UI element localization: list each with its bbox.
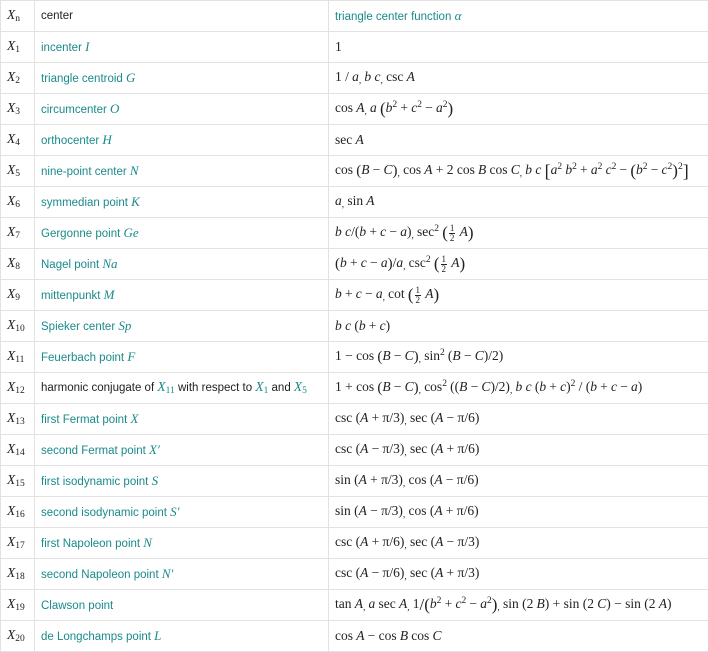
table-row — [1, 280, 708, 311]
table-row — [1, 466, 708, 497]
header-center: center — [35, 1, 329, 32]
row-center-name[interactable] — [35, 621, 329, 652]
row-center-name[interactable] — [35, 466, 329, 497]
center-label: second isodynamic point — [41, 507, 167, 519]
row-function: $1 / a_,$ b $c_,$ csc A — [329, 63, 708, 94]
row-index: $X_4$ — [1, 125, 35, 156]
table-row — [1, 63, 708, 94]
center-symbol: I — [85, 39, 89, 54]
table-row — [1, 590, 708, 621]
center-label: de Longchamps point — [41, 631, 151, 643]
row-function: $b + c - a_,$ cot ( $\frac{1}{2}$ A) — [329, 280, 708, 311]
row-index: $X_1$ — [1, 32, 35, 63]
center-label: incenter — [41, 42, 82, 54]
row-index: $X_{16}$ — [1, 497, 35, 528]
center-label: mittenpunkt — [41, 290, 100, 302]
row-function: $\csc (A + \pi/3)_,$ sec (A − π/6) — [329, 404, 708, 435]
row-center-name[interactable] — [35, 311, 329, 342]
row-index: $X_5$ — [1, 156, 35, 187]
row-index: $X_{14}$ — [1, 435, 35, 466]
center-label: triangle centroid — [41, 73, 123, 85]
header-function-label: triangle center function — [335, 11, 451, 23]
table-row — [1, 559, 708, 590]
center-label: second Fermat point — [41, 445, 146, 457]
row-function: sec A — [329, 125, 708, 156]
row-center-name[interactable] — [35, 342, 329, 373]
center-label: first Napoleon point — [41, 538, 140, 550]
center-label: Spieker center — [41, 321, 115, 333]
center-symbol: S — [152, 473, 159, 488]
center-label: Gergonne point — [41, 228, 120, 240]
center-symbol: M — [104, 287, 115, 302]
table-row — [1, 32, 708, 63]
row-center-name[interactable] — [35, 497, 329, 528]
center-symbol: G — [126, 70, 135, 85]
row-center-name[interactable] — [35, 559, 329, 590]
center-label: nine-point center — [41, 166, 127, 178]
row-center-name[interactable] — [35, 156, 329, 187]
center-label: first isodynamic point — [41, 476, 148, 488]
row-index: $X_{12}$ — [1, 373, 35, 404]
table-row — [1, 156, 708, 187]
table-row — [1, 218, 708, 249]
row-center-name[interactable] — [35, 187, 329, 218]
center-symbol: O — [110, 101, 119, 116]
header-function-symbol: α — [455, 8, 462, 23]
row-function: $1 + \cos (B - C)_,$ $\cos^2 ((B - C)/2)_,$ b c $(b + c)^2 / (b + c - a)$ — [329, 373, 708, 404]
table-row — [1, 373, 708, 404]
row-index: $X_{20}$ — [1, 621, 35, 652]
row-function: $a_,$ sin A — [329, 187, 708, 218]
row-function: $\cos (B - C)_,$ cos A + 2 cos B $\cos C_,$ b c [$a^2$ $b^2 + a^2$ $c^2 - (b^2 - c^2)^2$] — [329, 156, 708, 187]
center-label: Feuerbach point — [41, 352, 124, 364]
center-label: second Napoleon point — [41, 569, 159, 581]
row-center-name[interactable] — [35, 125, 329, 156]
row-function: 1 — [329, 32, 708, 63]
row-function: $1 - \cos (B - C)_,$ $\sin^2 (B - C)/2$) — [329, 342, 708, 373]
row-center-name[interactable] — [35, 528, 329, 559]
row-index: $X_7$ — [1, 218, 35, 249]
center-symbol: L — [154, 628, 161, 643]
row-function: cos A − cos B cos C — [329, 621, 708, 652]
table-row — [1, 311, 708, 342]
row-function: $\sin (A + \pi/3)_,$ cos (A − π/6) — [329, 466, 708, 497]
row-index: $X_2$ — [1, 63, 35, 94]
row-center-name[interactable] — [35, 32, 329, 63]
center-symbol: H — [102, 132, 111, 147]
row-center-name[interactable] — [35, 590, 329, 621]
header-index: $X_n$ — [1, 1, 35, 32]
table-row — [1, 342, 708, 373]
table-row — [1, 621, 708, 652]
row-center-name: harmonic conjugate of $X_{11}$ with respect to $X_1$ and $X_5$ — [35, 373, 329, 404]
center-symbol: N — [143, 535, 152, 550]
center-symbol: N — [130, 163, 139, 178]
table-header-row — [1, 1, 708, 32]
center-symbol: Na — [102, 256, 117, 271]
table-row — [1, 125, 708, 156]
row-function: $\cos A_,$ a $(b^2 + c^2 - a^2)$ — [329, 94, 708, 125]
header-function — [329, 1, 708, 32]
center-symbol: N′ — [162, 566, 174, 581]
row-function: $\tan A_,$ a $\sec A_,$ $1/(b^2 + c^2 - a^2)_,$ sin (2 B) + sin (2 C) − sin (2 A) — [329, 590, 708, 621]
row-function: $\sin (A - \pi/3)_,$ cos (A + π/6) — [329, 497, 708, 528]
row-function: $(b + c - a)/a_,$ $\csc^2$ ( $\frac{1}{2}$ A) — [329, 249, 708, 280]
table-row — [1, 94, 708, 125]
row-center-name[interactable] — [35, 94, 329, 125]
row-function: $\csc (A - \pi/3)_,$ sec (A + π/6) — [329, 435, 708, 466]
table-row — [1, 497, 708, 528]
center-label: symmedian point — [41, 197, 128, 209]
table-row — [1, 404, 708, 435]
row-function: $\csc (A + \pi/6)_,$ sec (A − π/3) — [329, 528, 708, 559]
table-row — [1, 435, 708, 466]
row-index: $X_{11}$ — [1, 342, 35, 373]
table-row — [1, 187, 708, 218]
row-index: $X_8$ — [1, 249, 35, 280]
row-center-name[interactable] — [35, 435, 329, 466]
center-symbol: X′ — [149, 442, 160, 457]
center-label: first Fermat point — [41, 414, 127, 426]
row-center-name[interactable] — [35, 63, 329, 94]
row-function: b $c/(b + c - a)_,$ $\sec^2$ ( $\frac{1}{2}$ A) — [329, 218, 708, 249]
center-label: orthocenter — [41, 135, 99, 147]
row-function: b c (b + c) — [329, 311, 708, 342]
center-label: circumcenter — [41, 104, 107, 116]
row-index: $X_{17}$ — [1, 528, 35, 559]
center-symbol: S′ — [170, 504, 179, 519]
table-row — [1, 528, 708, 559]
center-label: Nagel point — [41, 259, 99, 271]
row-index: $X_{10}$ — [1, 311, 35, 342]
row-index: $X_3$ — [1, 94, 35, 125]
row-index: $X_{15}$ — [1, 466, 35, 497]
row-center-name[interactable] — [35, 249, 329, 280]
center-symbol: K — [131, 194, 140, 209]
center-symbol: Sp — [118, 318, 131, 333]
row-index: $X_{13}$ — [1, 404, 35, 435]
row-index: $X_6$ — [1, 187, 35, 218]
row-index: $X_9$ — [1, 280, 35, 311]
table-row — [1, 249, 708, 280]
center-symbol: Ge — [124, 225, 139, 240]
center-label: Clawson point — [41, 600, 113, 612]
center-symbol: F — [127, 349, 135, 364]
row-center-name[interactable] — [35, 404, 329, 435]
row-index: $X_{18}$ — [1, 559, 35, 590]
row-center-name[interactable] — [35, 218, 329, 249]
center-symbol: X — [130, 411, 138, 426]
row-center-name[interactable] — [35, 280, 329, 311]
row-index: $X_{19}$ — [1, 590, 35, 621]
row-function: $\csc (A - \pi/6)_,$ sec (A + π/3) — [329, 559, 708, 590]
